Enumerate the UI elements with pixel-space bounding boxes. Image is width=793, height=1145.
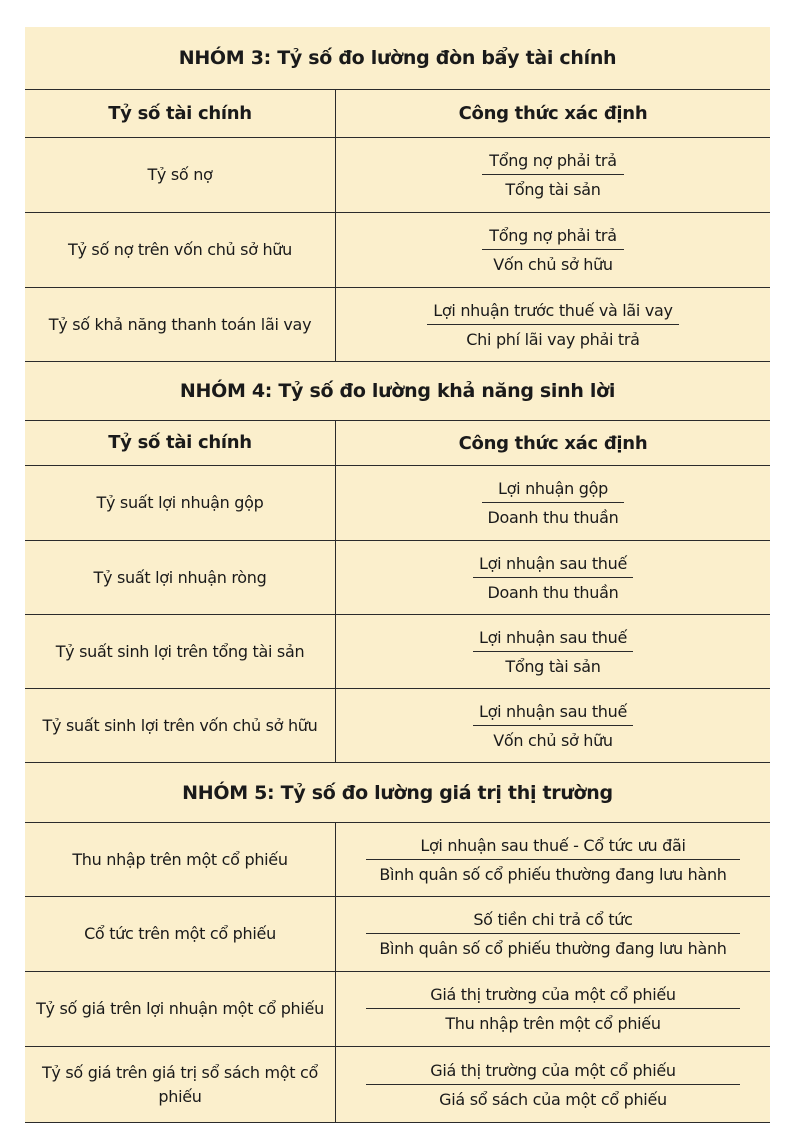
group-title-4: NHÓM 4: Tỷ số đo lường khả năng sinh lời (25, 362, 770, 421)
table-row (25, 466, 770, 541)
formula-cell (336, 541, 770, 614)
fraction (366, 985, 740, 1033)
formula-cell (336, 823, 770, 896)
ratio-name: Tỷ suất lợi nhuận gộp (25, 466, 336, 540)
numerator: Lợi nhuận gộp (482, 479, 624, 503)
formula-cell (336, 213, 770, 287)
numerator: Tổng nợ phải trả (482, 151, 624, 175)
denominator: Doanh thu thuần (487, 508, 619, 527)
group-title-3: NHÓM 3: Tỷ số đo lường đòn bẩy tài chính (25, 27, 770, 90)
numerator: Giá thị trường của một cổ phiếu (366, 985, 740, 1009)
fraction (366, 836, 740, 884)
header-ratio: Tỷ số tài chính (25, 90, 336, 137)
table-row (25, 1047, 770, 1123)
formula-cell (336, 466, 770, 540)
denominator: Vốn chủ sở hữu (493, 730, 613, 750)
ratio-table (25, 27, 770, 1123)
fraction (482, 151, 624, 199)
ratio-name: Thu nhập trên một cổ phiếu (25, 823, 336, 896)
formula-cell (336, 138, 770, 212)
fraction (482, 226, 624, 274)
table-row (25, 288, 770, 362)
ratio-name: Tỷ suất lợi nhuận ròng (25, 541, 336, 614)
fraction (366, 910, 740, 958)
ratio-name: Tỷ số giá trên lợi nhuận một cổ phiếu (25, 972, 336, 1046)
table-row (25, 138, 770, 213)
numerator: Lợi nhuận sau thuế (473, 628, 633, 652)
table-row (25, 213, 770, 288)
numerator: Lợi nhuận sau thuế (473, 554, 633, 578)
denominator: Doanh thu thuần (487, 582, 619, 602)
denominator: Chi phí lãi vay phải trả (466, 329, 640, 349)
fraction (473, 554, 633, 602)
fraction (427, 301, 678, 349)
denominator: Tổng tài sản (505, 656, 601, 676)
numerator: Tổng nợ phải trả (482, 226, 624, 250)
numerator: Số tiền chi trả cổ tức (366, 910, 740, 934)
formula-cell (336, 972, 770, 1046)
ratio-name: Tỷ suất sinh lợi trên tổng tài sản (25, 615, 336, 688)
header-formula: Công thức xác định (458, 432, 648, 454)
denominator: Bình quân số cổ phiếu thường đang lưu hành (379, 939, 727, 958)
ratio-name: Tỷ số giá trên giá trị sổ sách một cổ phiếu (25, 1047, 336, 1122)
table-row (25, 972, 770, 1047)
group-title-5: NHÓM 5: Tỷ số đo lường giá trị thị trường (25, 763, 770, 823)
table-row (25, 689, 770, 763)
formula-cell (336, 288, 770, 361)
numerator: Giá thị trường của một cổ phiếu (366, 1061, 740, 1085)
denominator: Bình quân số cổ phiếu thường đang lưu hành (379, 864, 727, 884)
header-formula: Công thức xác định (458, 103, 648, 124)
table-row (25, 615, 770, 689)
denominator: Thu nhập trên một cổ phiếu (445, 1014, 661, 1033)
table-header (25, 421, 770, 466)
numerator: Lợi nhuận sau thuế - Cổ tức ưu đãi (366, 836, 740, 860)
table-header (25, 90, 770, 138)
formula-cell (336, 615, 770, 688)
formula-cell (336, 897, 770, 971)
table-row (25, 897, 770, 972)
denominator: Giá sổ sách của một cổ phiếu (439, 1089, 667, 1109)
header-ratio: Tỷ số tài chính (25, 421, 336, 465)
ratio-name: Tỷ số nợ trên vốn chủ sở hữu (25, 213, 336, 287)
formula-cell (336, 1047, 770, 1122)
table-row (25, 823, 770, 897)
ratio-name: Tỷ số nợ (25, 138, 336, 212)
ratio-name: Cổ tức trên một cổ phiếu (25, 897, 336, 971)
formula-cell (336, 689, 770, 762)
denominator: Vốn chủ sở hữu (493, 255, 613, 274)
ratio-name: Tỷ số khả năng thanh toán lãi vay (25, 288, 336, 361)
fraction (473, 702, 633, 750)
fraction (473, 628, 633, 676)
ratio-name: Tỷ suất sinh lợi trên vốn chủ sở hữu (25, 689, 336, 762)
fraction (482, 479, 625, 527)
fraction (366, 1061, 740, 1109)
numerator: Lợi nhuận sau thuế (473, 702, 633, 726)
numerator: Lợi nhuận trước thuế và lãi vay (427, 301, 678, 325)
table-row (25, 541, 770, 615)
denominator: Tổng tài sản (505, 180, 601, 199)
